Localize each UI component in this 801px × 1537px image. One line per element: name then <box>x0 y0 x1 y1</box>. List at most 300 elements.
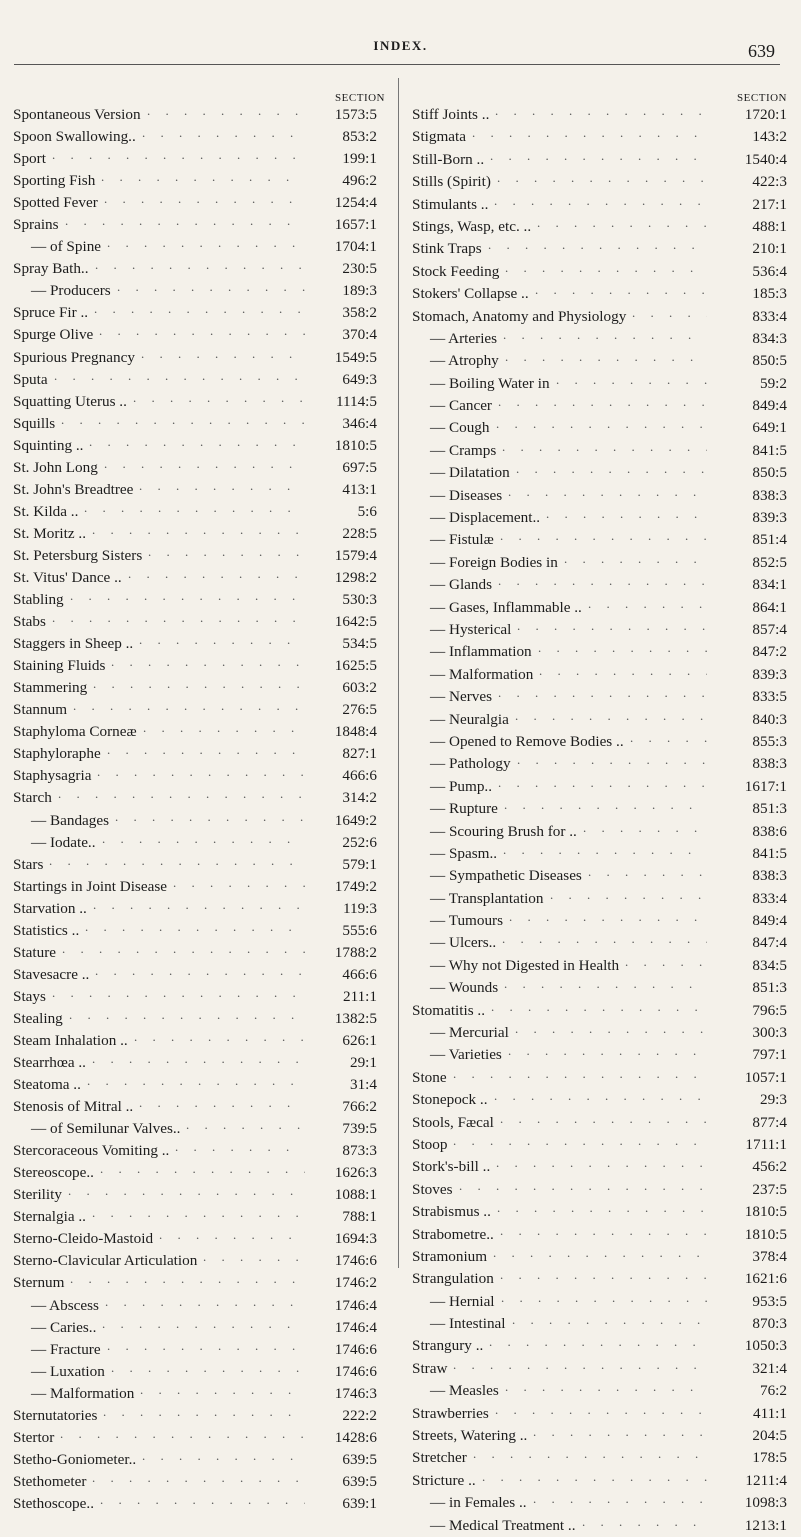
index-subentry-term: — Boiling Water in <box>430 374 550 392</box>
index-subentry-term: — Wounds <box>430 979 499 997</box>
section-reference: 1746:2 <box>334 1274 377 1292</box>
index-entry-term: St. Moritz .. <box>13 524 86 542</box>
leader-dots <box>100 1158 305 1180</box>
section-reference: 1642:5 <box>334 613 377 631</box>
leader-dots <box>501 1287 707 1309</box>
leader-dots <box>142 1445 305 1467</box>
section-reference: 346:4 <box>342 414 377 432</box>
index-entry-term: Still-Born .. <box>412 150 485 168</box>
leader-dots <box>516 458 707 480</box>
index-entry-term: Strabismus .. <box>412 1203 491 1221</box>
section-reference: 314:2 <box>342 789 377 807</box>
index-subentry-term: — of Spine <box>31 238 102 256</box>
index-entry-term: Stoop <box>412 1135 448 1153</box>
section-reference: 1549:5 <box>334 348 377 366</box>
leader-dots <box>62 938 305 960</box>
leader-dots <box>497 167 707 189</box>
section-reference: 841:5 <box>752 441 787 459</box>
section-reference: 1657:1 <box>334 216 377 234</box>
leader-dots <box>502 928 707 950</box>
section-reference: 853:2 <box>342 128 377 146</box>
index-entry-term: Straw <box>412 1359 448 1377</box>
section-reference: 300:3 <box>752 1024 787 1042</box>
section-reference: 358:2 <box>342 304 377 322</box>
leader-dots <box>115 806 305 828</box>
leader-dots <box>133 387 305 409</box>
section-reference: 1810:5 <box>334 436 377 454</box>
section-reference: 857:4 <box>752 620 787 638</box>
leader-dots <box>533 1488 707 1510</box>
index-entry <box>412 283 787 305</box>
section-reference: 1788:2 <box>334 943 377 961</box>
section-reference: 1428:6 <box>334 1428 377 1446</box>
index-subentry-term: — Dilatation <box>430 464 510 482</box>
leader-dots <box>139 1092 305 1114</box>
leader-dots <box>488 234 707 256</box>
leader-dots <box>93 673 305 695</box>
section-reference: 697:5 <box>342 458 377 476</box>
leader-dots <box>493 1242 707 1264</box>
section-reference: 788:1 <box>342 1208 377 1226</box>
index-entry-term: Strawberries <box>412 1404 489 1422</box>
index-subentry-term: — Diseases <box>430 486 503 504</box>
section-reference: 496:2 <box>342 172 377 190</box>
section-reference: 838:3 <box>752 486 787 504</box>
section-reference: 185:3 <box>752 285 787 303</box>
leader-dots <box>92 1048 305 1070</box>
section-reference: 199:1 <box>342 150 377 168</box>
leader-dots <box>459 1175 707 1197</box>
leader-dots <box>515 1018 707 1040</box>
leader-dots <box>533 1421 707 1443</box>
leader-dots <box>107 232 305 254</box>
section-heading-right: SECTION <box>737 92 787 104</box>
leader-dots <box>537 212 707 234</box>
index-entry-term: Sprains <box>13 216 59 234</box>
section-reference: 1057:1 <box>744 1068 787 1086</box>
section-reference: 222:2 <box>342 1406 377 1424</box>
index-subentry-term: — Nerves <box>430 688 492 706</box>
index-subentry-term: — Transplantation <box>430 889 544 907</box>
index-entry-term: Sternum <box>13 1274 65 1292</box>
index-subentry-term: — Neuralgia <box>430 710 509 728</box>
leader-dots <box>60 1423 305 1445</box>
section-reference: 855:3 <box>752 732 787 750</box>
index-entry-term: Stature <box>13 943 57 961</box>
leader-dots <box>498 391 707 413</box>
section-reference: 378:4 <box>752 1247 787 1265</box>
section-reference: 370:4 <box>342 326 377 344</box>
leader-dots <box>498 570 707 592</box>
leader-dots <box>453 1063 707 1085</box>
section-reference: 143:2 <box>752 128 787 146</box>
section-reference: 833:4 <box>752 889 787 907</box>
section-reference: 536:4 <box>752 262 787 280</box>
leader-dots <box>517 749 707 771</box>
section-reference: 178:5 <box>752 1449 787 1467</box>
index-entry-term: Sport <box>13 150 46 168</box>
index-entry-term: Stammering <box>13 679 88 697</box>
leader-dots <box>508 1040 707 1062</box>
section-reference: 1579:4 <box>334 546 377 564</box>
leader-dots <box>92 1467 305 1489</box>
section-reference: 1211:4 <box>745 1471 787 1489</box>
section-reference: 76:2 <box>759 1382 787 1400</box>
index-subentry-term: — Abscess <box>31 1296 99 1314</box>
index-subentry-term: — Gases, Inflammable .. <box>430 598 582 616</box>
section-reference: 1382:5 <box>334 1009 377 1027</box>
leader-dots <box>186 1114 305 1136</box>
section-reference: 839:3 <box>752 665 787 683</box>
index-entry-term: Starch <box>13 789 52 807</box>
leader-dots <box>111 651 305 673</box>
index-subentry-term: — Luxation <box>31 1362 105 1380</box>
index-entry-term: Stiff Joints .. <box>412 106 490 123</box>
section-reference: 603:2 <box>342 679 377 697</box>
leader-dots <box>630 727 707 749</box>
index-subentry-term: — Medical Treatment .. <box>430 1516 576 1534</box>
index-entry-term: Stramonium <box>412 1247 488 1265</box>
index-entry-term: Stonepock .. <box>412 1091 488 1109</box>
section-heading-left: SECTION <box>335 92 385 104</box>
index-entry-term: Stearrhœa .. <box>13 1054 86 1072</box>
leader-dots <box>498 682 707 704</box>
leader-dots <box>564 548 707 570</box>
index-entry-term: St. Vitus' Dance .. <box>13 568 122 586</box>
leader-dots <box>504 794 707 816</box>
index-entry-term: Startings in Joint Disease <box>13 877 167 895</box>
index-entry-term: Stethometer <box>13 1472 87 1490</box>
section-reference: 851:3 <box>752 800 787 818</box>
index-entry-term: Spoon Swallowing.. <box>13 128 136 146</box>
index-entry <box>412 709 787 731</box>
index-entry-term: Stomach, Anatomy and Physiology <box>412 307 627 325</box>
leader-dots <box>58 783 305 805</box>
section-reference: 488:1 <box>752 217 787 235</box>
index-entry-term: Strangulation <box>412 1270 494 1288</box>
leader-dots <box>100 1489 305 1511</box>
index-entry <box>13 1228 385 1250</box>
leader-dots <box>49 850 305 872</box>
leader-dots <box>92 519 305 541</box>
index-entry-term: Spray Bath.. <box>13 260 89 278</box>
leader-dots <box>535 279 707 301</box>
section-reference: 1573:5 <box>334 106 377 123</box>
leader-dots <box>625 951 707 973</box>
index-entry-term: Squinting .. <box>13 436 84 454</box>
leader-dots <box>139 475 305 497</box>
section-reference: 1050:3 <box>744 1337 787 1355</box>
section-reference: 953:5 <box>752 1292 787 1310</box>
leader-dots <box>95 960 305 982</box>
section-reference: 796:5 <box>752 1001 787 1019</box>
leader-dots <box>52 144 305 166</box>
leader-dots <box>52 982 305 1004</box>
section-reference: 466:6 <box>342 965 377 983</box>
index-entry-term: Steatoma .. <box>13 1076 81 1094</box>
leader-dots <box>538 637 707 659</box>
index-subentry-term: — Cough <box>430 419 490 437</box>
leader-dots <box>500 525 707 547</box>
index-entry-term: Statistics .. <box>13 921 80 939</box>
section-reference: 252:6 <box>342 833 377 851</box>
section-reference: 839:3 <box>752 509 787 527</box>
index-entry-term: Stone <box>412 1068 447 1086</box>
section-reference: 5:6 <box>357 502 377 520</box>
leader-dots <box>473 1443 707 1465</box>
index-subentry-term: — Glands <box>430 576 493 594</box>
section-reference: 1746:4 <box>334 1296 377 1314</box>
leader-dots <box>491 996 707 1018</box>
index-entry-term: Squills <box>13 414 56 432</box>
section-reference: 1694:3 <box>334 1230 377 1248</box>
leader-dots <box>472 122 707 144</box>
section-reference: 838:6 <box>752 822 787 840</box>
index-entry-term: Stock Feeding <box>412 262 500 280</box>
leader-dots <box>503 839 707 861</box>
leader-dots <box>85 916 305 938</box>
leader-dots <box>140 1379 305 1401</box>
leader-dots <box>143 717 305 739</box>
index-entry-term: Stays <box>13 987 46 1005</box>
leader-dots <box>61 409 305 431</box>
section-reference: 649:1 <box>752 419 787 437</box>
section-reference: 456:2 <box>752 1158 787 1176</box>
section-reference: 1254:4 <box>334 194 377 212</box>
section-reference: 189:3 <box>342 282 377 300</box>
section-reference: 833:4 <box>752 307 787 325</box>
section-reference: 1298:2 <box>334 568 377 586</box>
leader-dots <box>494 190 707 212</box>
index-entry-term: Stealing <box>13 1009 63 1027</box>
index-entry-term: Staphysagria <box>13 767 92 785</box>
index-entry-term: Spurious Pregnancy <box>13 348 135 366</box>
leader-dots <box>87 1070 305 1092</box>
index-entry <box>412 932 787 954</box>
index-entry-term: Stretcher <box>412 1449 467 1467</box>
leader-dots <box>203 1246 305 1268</box>
section-reference: 639:5 <box>342 1472 377 1490</box>
index-entry-term: St. John Long <box>13 458 98 476</box>
section-reference: 217:1 <box>752 195 787 213</box>
section-reference: 639:5 <box>342 1450 377 1468</box>
index-entry-term: Stethoscope.. <box>13 1494 94 1512</box>
index-entry-term: Stricture .. <box>412 1471 476 1489</box>
section-reference: 29:3 <box>759 1091 787 1109</box>
leader-dots <box>550 884 707 906</box>
leader-dots <box>588 861 707 883</box>
index-entry <box>13 1493 385 1515</box>
section-reference: 850:5 <box>752 464 787 482</box>
leader-dots <box>482 1466 707 1488</box>
index-entry-term: Streets, Watering .. <box>412 1427 528 1445</box>
section-reference: 411:1 <box>752 1404 787 1422</box>
section-reference: 851:3 <box>752 979 787 997</box>
leader-dots <box>490 145 707 167</box>
leader-dots <box>128 563 305 585</box>
index-subentry-term: — Measles <box>430 1382 499 1400</box>
leader-dots <box>99 320 305 342</box>
section-reference: 422:3 <box>752 173 787 191</box>
leader-dots <box>134 1026 305 1048</box>
section-reference: 1621:6 <box>744 1270 787 1288</box>
section-reference: 1848:4 <box>334 723 377 741</box>
section-reference: 1749:2 <box>334 877 377 895</box>
section-reference: 204:5 <box>752 1427 787 1445</box>
leader-dots <box>104 453 305 475</box>
index-entry-term: Stabling <box>13 591 64 609</box>
index-subentry-term: — Fistulæ <box>430 531 494 549</box>
section-reference: 230:5 <box>342 260 377 278</box>
section-reference: 466:6 <box>342 767 377 785</box>
index-subentry-term: — in Females .. <box>430 1494 527 1512</box>
section-reference: 228:5 <box>342 524 377 542</box>
section-reference: 1746:6 <box>334 1340 377 1358</box>
index-entry-term: Starvation .. <box>13 899 87 917</box>
index-subentry-term: — Scouring Brush for .. <box>430 822 577 840</box>
page-number: 639 <box>748 41 775 61</box>
index-entry-term: Spontaneous Version <box>13 106 141 123</box>
index-entry-term: Spotted Fever <box>13 194 98 212</box>
section-reference: 1626:3 <box>334 1164 377 1182</box>
index-entry-term: Sternutatories <box>13 1406 98 1424</box>
leader-dots <box>495 1399 707 1421</box>
leader-dots <box>70 1268 305 1290</box>
index-entry <box>412 1515 787 1537</box>
section-reference: 840:3 <box>752 710 787 728</box>
leader-dots <box>101 166 305 188</box>
index-entry-term: Stertor <box>13 1428 55 1446</box>
index-entry-term: Stools, Fæcal <box>412 1113 494 1131</box>
index-entry-term: Staining Fluids <box>13 657 106 675</box>
leader-dots <box>73 695 305 717</box>
index-subentry-term: — Opened to Remove Bodies .. <box>430 732 624 750</box>
right-entry-list <box>412 104 787 1537</box>
index-subentry-term: — Tumours <box>430 912 504 930</box>
index-entry-term: Stomatitis .. <box>412 1001 485 1019</box>
index-subentry-term: — Mercurial <box>430 1024 509 1042</box>
leader-dots <box>489 1331 707 1353</box>
leader-dots <box>632 302 707 324</box>
leader-dots <box>84 497 305 519</box>
section-reference: 838:3 <box>752 867 787 885</box>
leader-dots <box>175 1136 305 1158</box>
leader-dots <box>517 615 707 637</box>
leader-dots <box>453 1130 707 1152</box>
section-reference: 555:6 <box>342 921 377 939</box>
index-subentry-term: — Pathology <box>430 755 511 773</box>
section-reference: 649:3 <box>342 370 377 388</box>
leader-dots <box>95 254 305 276</box>
section-reference: 834:1 <box>752 576 787 594</box>
section-reference: 1213:1 <box>744 1516 787 1534</box>
index-subentry-term: — Cancer <box>430 397 492 415</box>
leader-dots <box>92 1202 305 1224</box>
leader-dots <box>582 1511 707 1533</box>
leader-dots <box>104 188 305 210</box>
section-reference: 1746:6 <box>334 1362 377 1380</box>
leader-dots <box>139 629 305 651</box>
leader-dots <box>173 872 305 894</box>
leader-dots <box>52 607 305 629</box>
index-entry-term: Sterno-Cleido-Mastoid <box>13 1230 154 1248</box>
leader-dots <box>107 739 305 761</box>
leader-dots <box>502 436 707 458</box>
section-reference: 834:5 <box>752 956 787 974</box>
left-entry-list <box>13 104 385 1515</box>
section-reference: 1746:6 <box>334 1252 377 1270</box>
leader-dots <box>453 1354 707 1376</box>
leader-dots <box>505 346 707 368</box>
section-reference: 852:5 <box>752 553 787 571</box>
leader-dots <box>508 481 707 503</box>
leader-dots <box>159 1224 305 1246</box>
section-reference: 849:4 <box>752 912 787 930</box>
index-entry-term: Squatting Uterus .. <box>13 392 127 410</box>
section-reference: 1704:1 <box>334 238 377 256</box>
section-reference: 877:4 <box>752 1113 787 1131</box>
leader-dots <box>103 1401 305 1423</box>
section-reference: 211:1 <box>342 987 377 1005</box>
section-reference: 1810:5 <box>744 1225 787 1243</box>
index-entry-term: Spruce Fir .. <box>13 304 89 322</box>
section-reference: 119:3 <box>342 899 377 917</box>
section-reference: 873:3 <box>342 1142 377 1160</box>
section-reference: 1625:5 <box>334 657 377 675</box>
leader-dots <box>107 1335 305 1357</box>
section-reference: 1098:3 <box>744 1494 787 1512</box>
index-entry-term: Sternalgia .. <box>13 1208 86 1226</box>
leader-dots <box>500 1220 707 1242</box>
leader-dots <box>97 761 305 783</box>
section-reference: 850:5 <box>752 352 787 370</box>
index-entry-term: Stercoraceous Vomiting .. <box>13 1142 170 1160</box>
index-entry-term: Staggers in Sheep .. <box>13 635 134 653</box>
index-subentry-term: — Ulcers.. <box>430 934 497 952</box>
section-reference: 29:1 <box>349 1054 377 1072</box>
section-reference: 834:3 <box>752 329 787 347</box>
leader-dots <box>498 772 707 794</box>
leader-dots <box>65 210 305 232</box>
index-entry-term: Sporting Fish <box>13 172 96 190</box>
index-subentry-term: — Hernial <box>430 1292 495 1310</box>
index-entry-term: Sterno-Clavicular Articulation <box>13 1252 198 1270</box>
index-subentry-term: — Producers <box>31 282 111 300</box>
section-reference: 870:3 <box>752 1315 787 1333</box>
leader-dots <box>539 660 707 682</box>
leader-dots <box>111 1357 305 1379</box>
leader-dots <box>102 1313 305 1335</box>
leader-dots <box>497 1197 707 1219</box>
section-reference: 841:5 <box>752 844 787 862</box>
leader-dots <box>69 1004 305 1026</box>
index-subentry-term: — Spasm.. <box>430 844 498 862</box>
index-entry-term: Stings, Wasp, etc. .. <box>412 217 532 235</box>
leader-dots <box>546 503 707 525</box>
leader-dots <box>495 100 707 122</box>
index-subentry-term: — Rupture <box>430 800 498 818</box>
section-reference: 838:3 <box>752 755 787 773</box>
section-reference: 1720:1 <box>744 106 787 123</box>
leader-dots <box>515 705 707 727</box>
index-entry-term: Stars <box>13 855 44 873</box>
index-subentry-term: — Inflammation <box>430 643 532 661</box>
leader-dots <box>503 324 707 346</box>
index-entry-term: Stavesacre .. <box>13 965 90 983</box>
section-reference: 579:1 <box>342 855 377 873</box>
leader-dots <box>494 1085 707 1107</box>
index-subentry-term: — of Semilunar Valves.. <box>31 1120 181 1138</box>
